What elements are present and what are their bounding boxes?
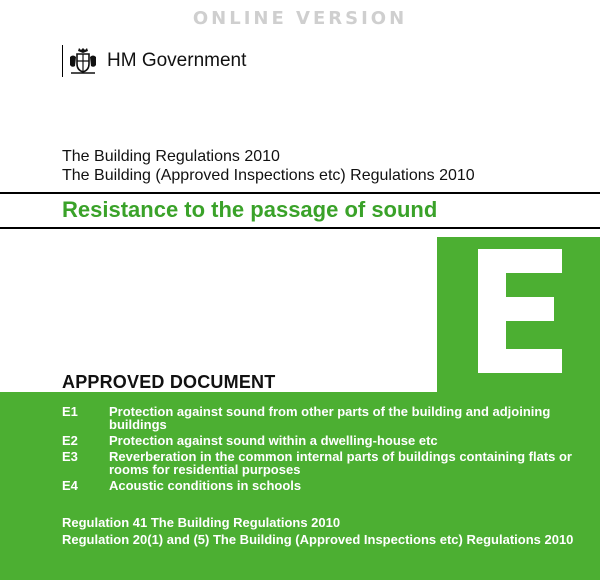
- hm-government-logo: [62, 44, 246, 78]
- section-text: Protection against sound within a dwelling-house etc: [109, 433, 438, 448]
- online-version-banner: ONLINE VERSION: [192, 8, 408, 29]
- section-item: [62, 479, 582, 492]
- organization-name: HM Government: [107, 50, 247, 71]
- section-code: E2: [62, 433, 78, 448]
- section-item: [62, 450, 582, 476]
- section-list: [62, 405, 582, 495]
- regulation-reference: Regulation 20(1) and (5) The Building (Approved Inspections etc) Regulations 2010: [62, 532, 574, 547]
- document-type-label: APPROVED DOCUMENT: [62, 372, 276, 392]
- royal-coat-of-arms-icon: [67, 45, 99, 77]
- section-text: Acoustic conditions in schools: [109, 478, 302, 493]
- regulation-line: The Building Regulations 2010: [62, 148, 280, 165]
- regulation-references: [62, 516, 582, 550]
- section-text: Reverberation in the common internal parts of buildings containing flats or rooms for residential purposes: [109, 449, 572, 477]
- logo-divider: [62, 45, 63, 77]
- section-item: [62, 405, 582, 431]
- document-title: Resistance to the passage of sound: [62, 197, 438, 222]
- section-code: E4: [62, 478, 78, 493]
- regulation-line: The Building (Approved Inspections etc) Regulations 2010: [62, 167, 475, 184]
- part-letter-e: [478, 249, 562, 373]
- title-rule-bottom: [0, 227, 600, 229]
- section-code: E1: [62, 404, 78, 419]
- regulation-reference: Regulation 41 The Building Regulations 2010: [62, 515, 341, 530]
- part-letter-block: [437, 237, 600, 392]
- contents-band: [0, 392, 600, 580]
- section-code: E3: [62, 449, 78, 464]
- title-rule-top: [0, 192, 600, 194]
- regulations-block: [62, 147, 475, 185]
- section-text: Protection against sound from other parts of the building and adjoining buildings: [109, 404, 551, 432]
- section-item: [62, 434, 582, 447]
